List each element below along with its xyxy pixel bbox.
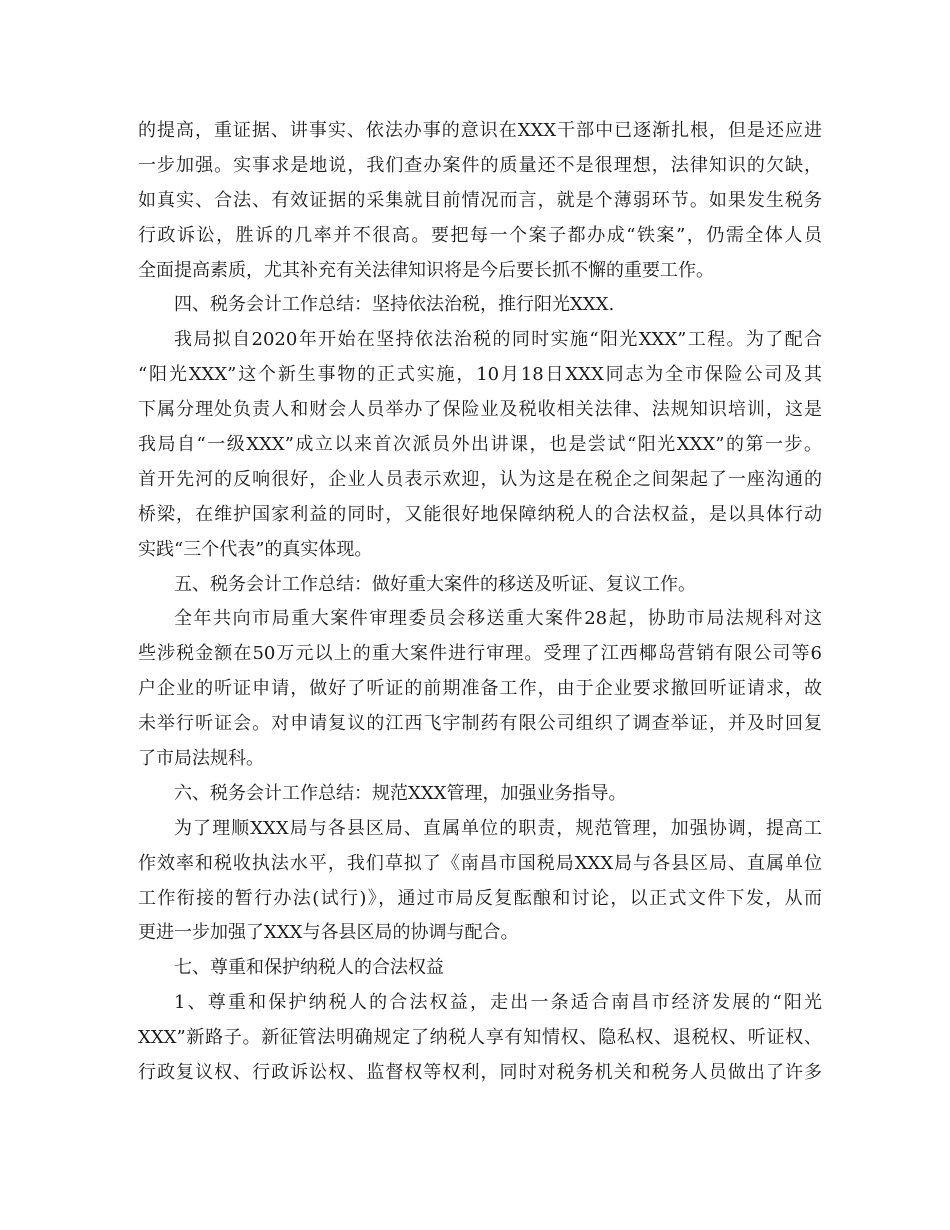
text-line: 五、税务会计工作总结：做好重大案件的移送及听证、复议工作。	[174, 573, 696, 595]
text-line: 我局拟自2020年开始在坚持依法治税的同时实施“阳光XXX”工程。为了配合	[174, 329, 822, 351]
text-line: 户企业的听证申请，做好了听证的前期准备工作，由于企业要求撤回听证请求，故	[138, 678, 822, 700]
text-line: “阳光XXX”这个新生事物的正式实施，10月18日XXX同志为全市保险公司及其	[138, 364, 822, 386]
text-line: 七、尊重和保护纳税人的合法权益	[174, 957, 444, 979]
text-line: 的提高，重证据、讲事实、依法办事的意识在XXX干部中已逐渐扎根，但是还应进	[138, 120, 822, 141]
text-line: 行政诉讼，胜诉的几率并不很高。要把每一个案子都办成“铁案”，仍需全体人员	[138, 224, 822, 246]
text-line: 些涉税金额在50万元以上的重大案件进行审理。受理了江西椰岛营销有限公司等6	[138, 643, 822, 665]
text-line: 更进一步加强了XXX与各县区局的协调与配合。	[138, 922, 519, 944]
text-line: 如真实、合法、有效证据的采集就目前情况而言，就是个薄弱环节。如果发生税务	[138, 189, 822, 211]
text-line: 为了理顺XXX局与各县区局、直属单位的职责，规范管理，加强协调，提高工	[174, 817, 822, 839]
text-line: 一步加强。实事求是地说，我们查办案件的质量还不是很理想，法律知识的欠缺，	[138, 154, 822, 176]
text-line: 1、尊重和保护纳税人的合法权益，走出一条适合南昌市经济发展的“阳光	[174, 992, 822, 1014]
text-line: 首开先河的反响很好，企业人员表示欢迎，认为这是在税企之间架起了一座沟通的	[138, 468, 822, 490]
text-line: 行政复议权、行政诉讼权、监督权等权利，同时对税务机关和税务人员做出了许多	[138, 1062, 822, 1084]
text-line: 六、税务会计工作总结：规范XXX管理，加强业务指导。	[174, 782, 627, 804]
text-line: XXX”新路子。新征管法明确规定了纳税人享有知情权、隐私权、退税权、听证权、	[138, 1027, 822, 1049]
text-line: 了市局法规科。	[138, 748, 264, 770]
text-line: 工作衔接的暂行办法(试行)》，通过市局反复酝酿和讨论，以正式文件下发，从而	[138, 887, 822, 909]
text-line: 未举行听证会。对申请复议的江西飞宇制药有限公司组织了调查举证，并及时回复	[138, 713, 822, 735]
text-line: 全面提高素质，尤其补充有关法律知识将是今后要长抓不懈的重要工作。	[138, 259, 714, 281]
text-line: 四、税务会计工作总结：坚持依法治税，推行阳光XXX.	[174, 294, 615, 316]
text-line: 实践“三个代表”的真实体现。	[138, 538, 373, 560]
text-line: 我局自“一级XXX”成立以来首次派员外出讲课，也是尝试“阳光XXX”的第一步。	[138, 434, 822, 456]
text-line: 下属分理处负责人和财会人员举办了保险业及税收相关法律、法规知识培训，这是	[138, 399, 822, 421]
text-line: 桥梁，在维护国家利益的同时，又能很好地保障纳税人的合法权益，是以具体行动	[138, 503, 822, 525]
text-line: 全年共向市局重大案件审理委员会移送重大案件28起，协助市局法规科对这	[174, 608, 822, 630]
document-body	[138, 114, 822, 1091]
text-line: 作效率和税收执法水平，我们草拟了《南昌市国税局XXX局与各县区局、直属单位	[138, 852, 822, 874]
